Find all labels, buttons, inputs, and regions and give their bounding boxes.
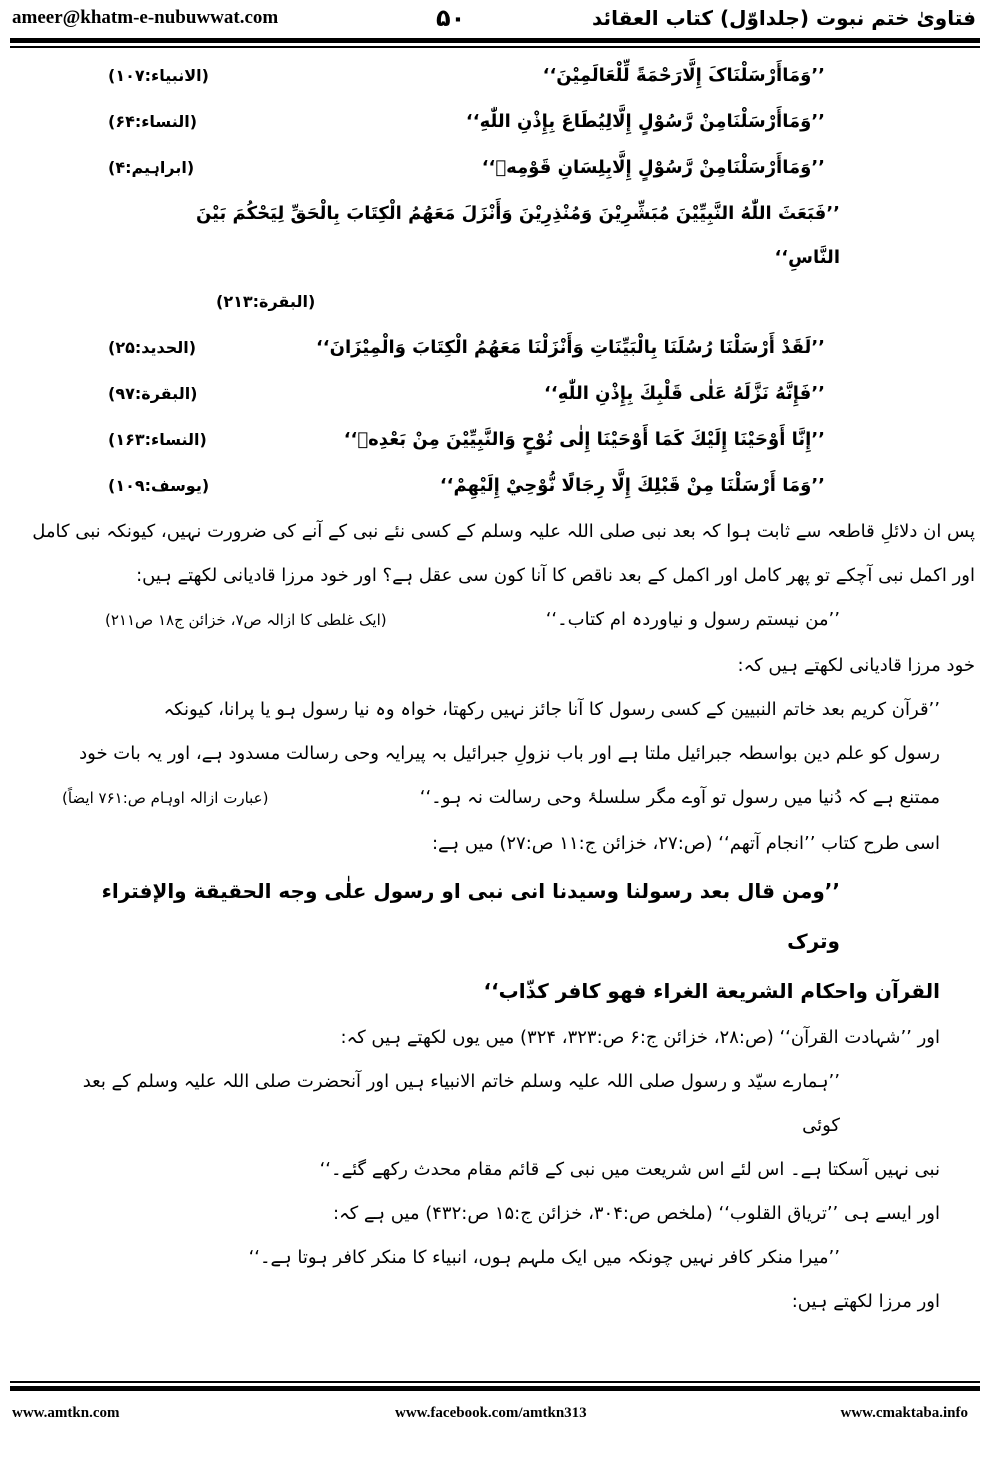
paragraph-line: اور ایسے ہی ’’تریاق القلوب‘‘ (ملخص ص:۳۰۴، خزائن ج:۱۵ ص:۴۳۲) میں ہے کہ:	[333, 1203, 940, 1224]
quote-reference: (عبارت ازالہ اوہام ص:۷۶۱ ایضاً)	[62, 789, 269, 807]
quote-persian: ’’من نیستم رسول و نیاوردہ ام کتاب۔‘‘	[545, 609, 840, 630]
verse-reference: (الحدید:۲۵)	[108, 338, 197, 357]
verse-reference: (النساء:۶۴)	[108, 112, 198, 131]
verse-text: ’’فَبَعَثَ اللّٰهُ النَّبِيِّيْنَ مُبَشِّرِيْنَ وَمُنْذِرِيْنَ وَأَنْزَلَ مَعَهُمُ الْكِتَابَ بِالْحَقِّ لِيَحْكُمَ بَيْنَ النَّاسِ‘‘	[195, 203, 840, 268]
quote-line: نبی نہیں آسکتا ہے۔ اس لئے اس شریعت میں نبی کے قائم مقام محدث رکھے گئے۔‘‘	[319, 1159, 940, 1180]
quote-line: رسول کو علم دین بواسطہ جبرائیل ملتا ہے اور باب نزولِ جبرائیل بہ پیرایہ وحی رسالت مسدود ہے، اور یہ بات خود	[79, 743, 940, 764]
paragraph-line: اور اکمل نبی آچکے تو پھر کامل اور اکمل کے بعد ناقص کا آنا کون سی عقل ہے؟ اور خود مرزا قادیانی لکھتے ہیں:	[136, 565, 975, 586]
paragraph-line: خود مرزا قادیانی لکھتے ہیں کہ:	[737, 655, 975, 676]
verse-text: ’’وَمَاأَرْسَلْنَامِنْ رَّسُوْلٍ إِلَّابِلِسَانِ قَوْمِهٖ‘‘	[481, 157, 825, 178]
quote-line: ’’میرا منکر کافر نہیں چونکہ میں ایک ملہم ہوں، انبیاء کا منکر کافر ہوتا ہے۔‘‘	[248, 1247, 840, 1268]
quote-reference: (ایک غلطی کا ازالہ ص۷، خزائن ج۱۸ ص۲۱۱)	[105, 611, 387, 629]
paragraph-line: اور مرزا لکھتے ہیں:	[791, 1291, 940, 1312]
paragraph-line: اسی طرح کتاب ’’انجام آتھم‘‘ (ص:۲۷، خزائن ج:۱۱ ص:۲۷) میں ہے:	[431, 833, 940, 854]
arabic-quote-line: ’’ومن قال بعد رسولنا وسیدنا انی نبی او رسول علٰی وجه الحقیقة والإفتراء وترک	[101, 879, 840, 953]
verse-reference: (النساء:۱۶۳)	[108, 430, 207, 449]
verse-reference: (البقرة:۹۷)	[108, 384, 198, 403]
book-title: فتاویٰ ختم نبوت (جلداوّل) کتاب العقائد	[592, 6, 976, 30]
paragraph-line: اور ’’شہادت القرآن‘‘ (ص:۲۸، خزائن ج:۶ ص:۳۲۳، ۳۲۴) میں یوں لکھتے ہیں کہ:	[340, 1027, 940, 1048]
verse-reference: (ابراہیم:۴)	[108, 158, 195, 177]
verse-text: ’’فَإِنَّهُ نَزَّلَهُ عَلٰى قَلْبِكَ بِإِذْنِ اللّٰهِ‘‘	[544, 383, 825, 404]
header-email: ameer@khatm-e-nubuwwat.com	[12, 7, 279, 28]
verse-reference: (البقرة:۲۱۳)	[216, 292, 316, 311]
arabic-quote-line: القرآن واحکام الشریعة الغراء فهو کافر کذّاب‘‘	[483, 979, 940, 1003]
page-number: ۵۰	[436, 4, 466, 32]
verse-reference: (الانبیاء:۱۰۷)	[108, 66, 209, 85]
verse-text: ’’وَمَا أَرْسَلْنَا مِنْ قَبْلِكَ إِلَّا رِجَالًا نُّوْحِيْ إِلَيْهِمْ‘‘	[439, 475, 825, 496]
page-content	[0, 48, 990, 1381]
footer-link-amtkn[interactable]: www.amtkn.com	[12, 1405, 120, 1421]
quote-line: ممتنع ہے کہ دُنیا میں رسول تو آوے مگر سلسلۂ وحی رسالت نہ ہو۔‘‘	[419, 787, 940, 808]
verse-reference: (یوسف:۱۰۹)	[108, 476, 210, 495]
verse-text: ’’إِنَّا أَوْحَيْنَا إِلَيْكَ كَمَا أَوْحَيْنَا إِلٰى نُوْحٍ وَالنَّبِيِّيْنَ مِنْ بَعْدِهٖ‘‘	[343, 429, 825, 450]
footer-link-cmaktaba[interactable]: www.cmaktaba.info	[840, 1405, 968, 1421]
quote-line: ’’قرآن کریم بعد خاتم النبیین کے کسی رسول کا آنا جائز نہیں رکھتا، خواہ وہ نیا رسول ہو یا پرانا، کیونکہ	[163, 699, 940, 720]
verse-text: ’’وَمَاأَرْسَلْنَامِنْ رَّسُوْلٍ إِلَّالِيُطَاعَ بِإِذْنِ اللّٰهِ‘‘	[465, 111, 825, 132]
quote-line: ’’ہمارے سیّد و رسول صلی اللہ علیہ وسلم خاتم الانبیاء ہیں اور آنحضرت صلی اللہ علیہ وسلم کے بعد کوئی	[82, 1071, 840, 1136]
verse-text: ’’لَقَدْ أَرْسَلْنَا رُسُلَنَا بِالْبَيِّنَاتِ وَأَنْزَلْنَا مَعَهُمُ الْكِتَابَ وَالْمِيْزَانَ‘‘	[315, 337, 825, 358]
verse-text: ’’وَمَاأَرْسَلْنَاکَ إِلَّارَحْمَةً لِّلْعَالَمِيْنَ‘‘	[542, 65, 825, 86]
page-footer	[0, 1391, 990, 1446]
page-header	[0, 0, 990, 38]
paragraph-line: پس ان دلائلِ قاطعہ سے ثابت ہوا کہ بعد نبی صلی اللہ علیہ وسلم کے کسی نئے نبی کے آنے کی ضرورت نہیں، کیونکہ نبی کامل	[32, 521, 975, 542]
footer-link-facebook[interactable]: www.facebook.com/amtkn313	[395, 1405, 587, 1421]
